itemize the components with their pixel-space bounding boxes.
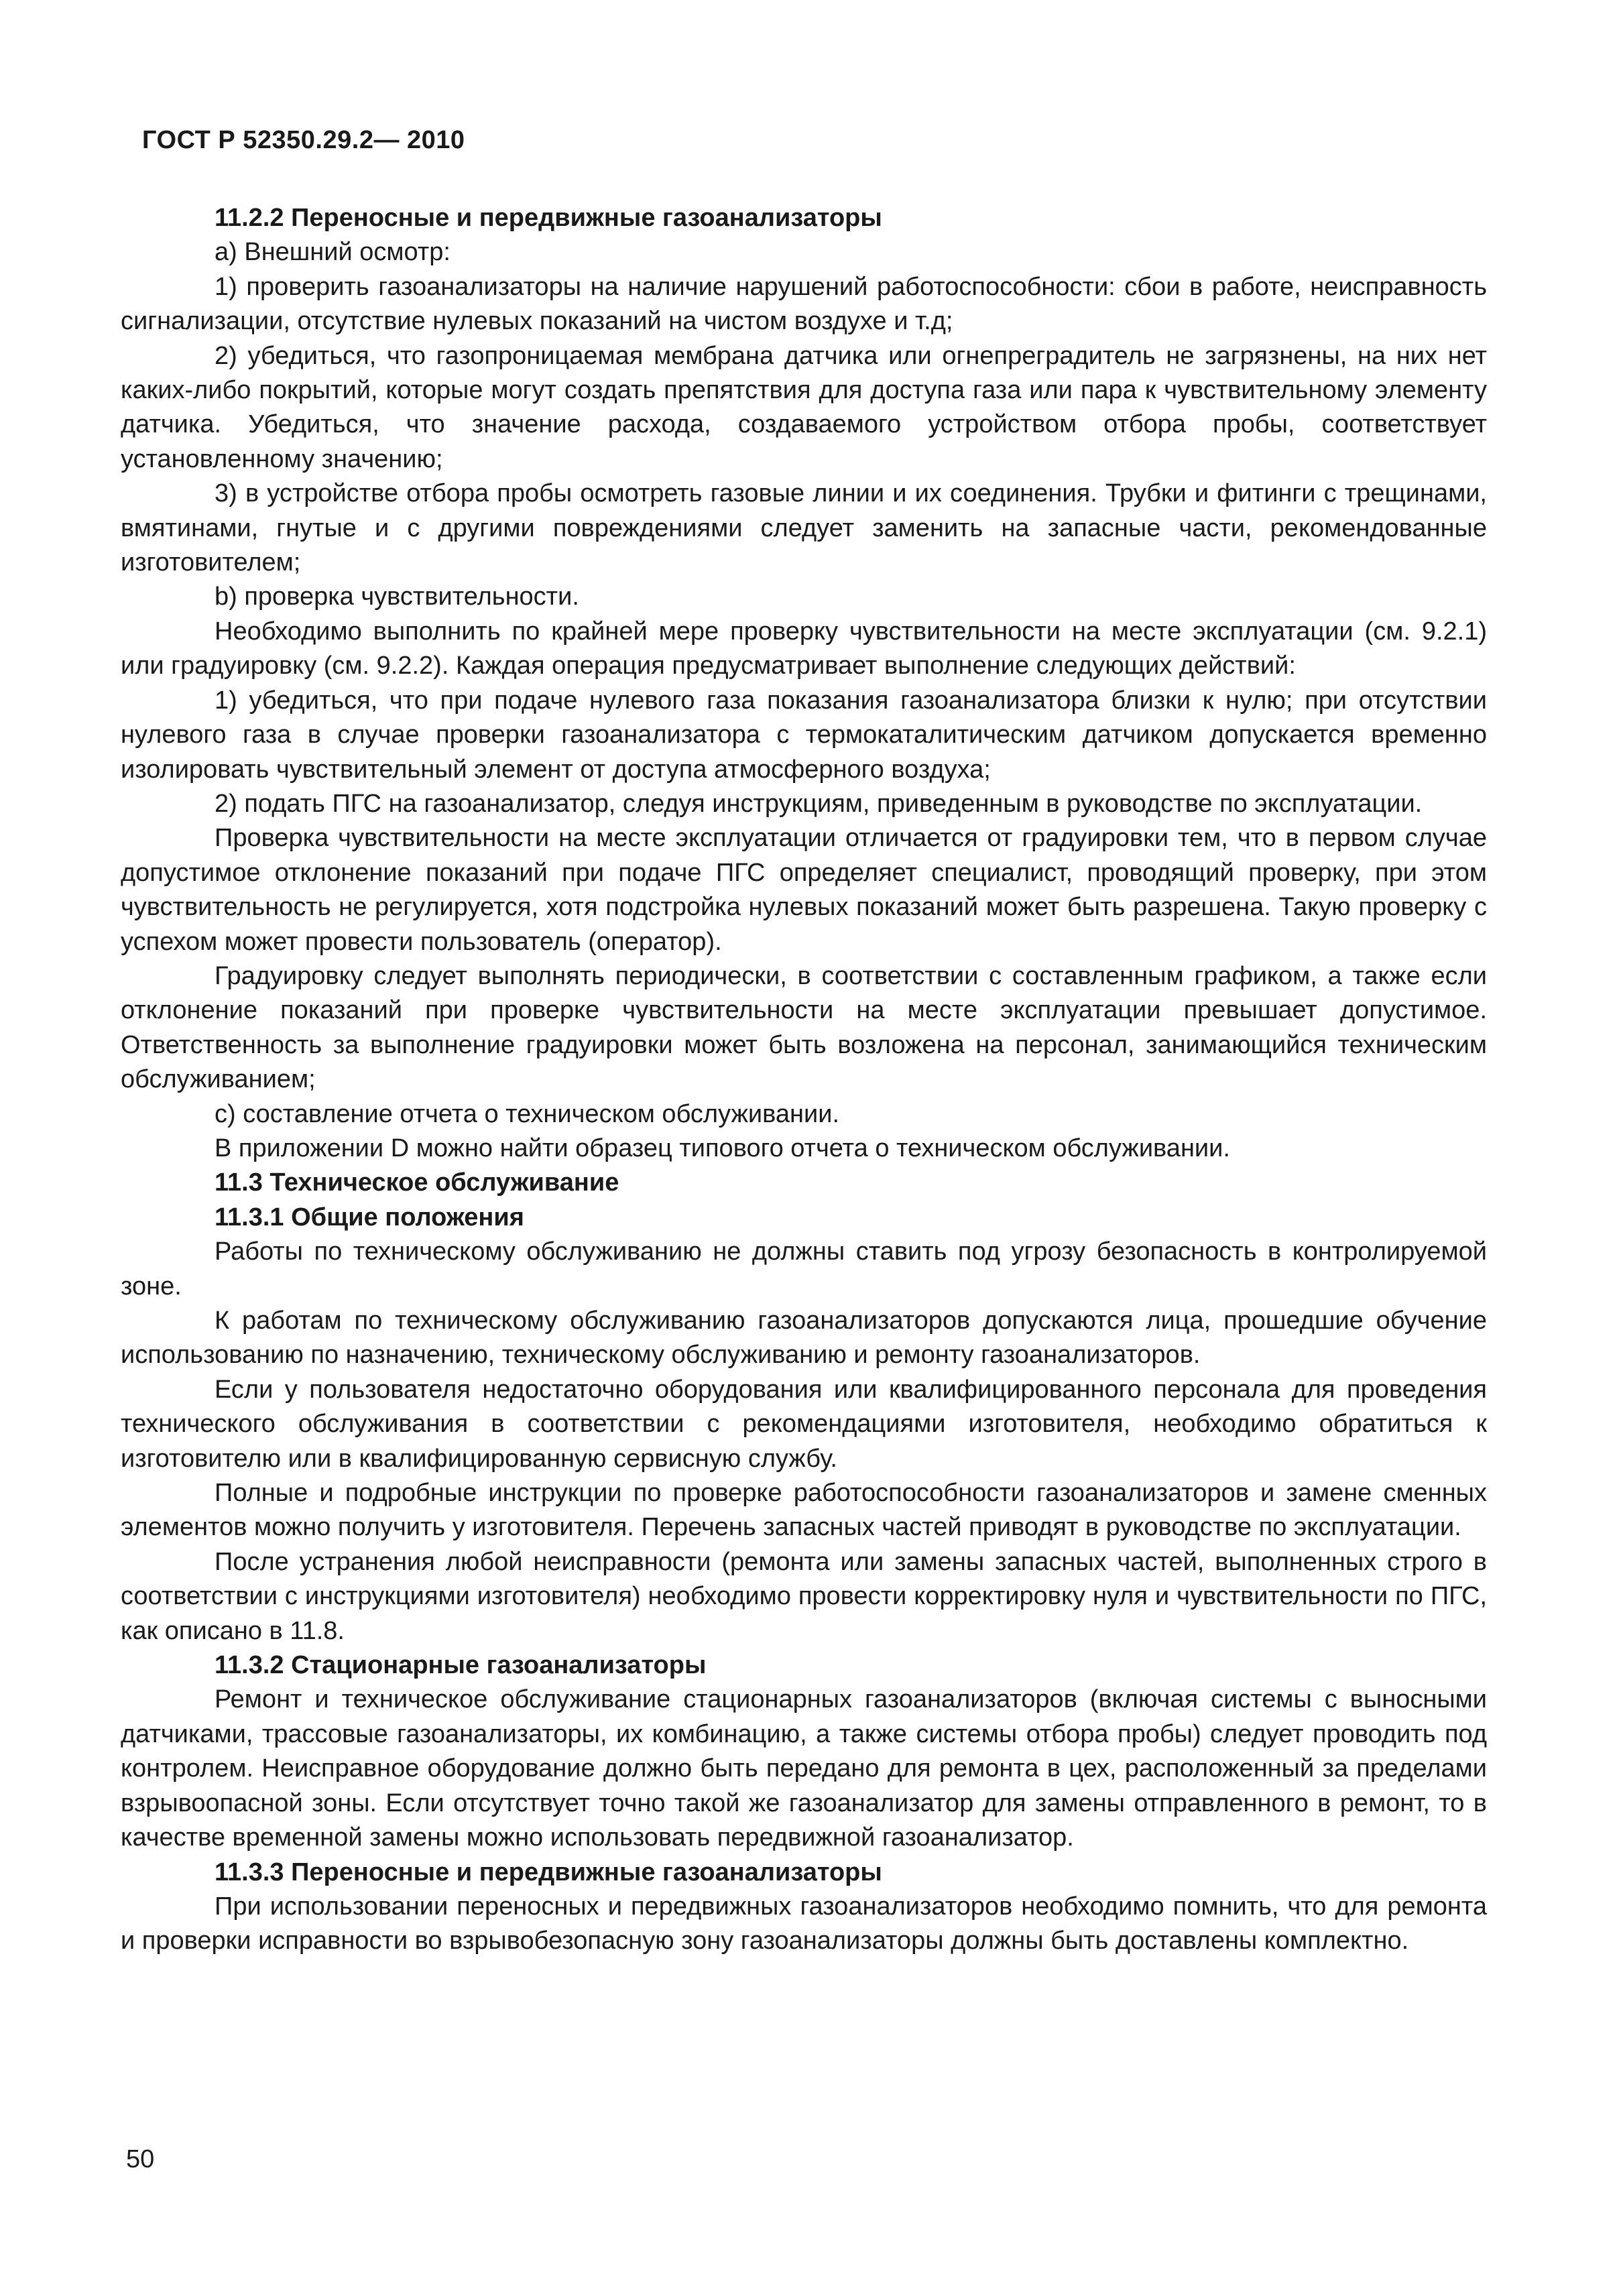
paragraph: c) составление отчета о техническом обслуживании. bbox=[215, 1099, 840, 1128]
paragraph: В приложении D можно найти образец типового отчета о техническом обслуживании. bbox=[215, 1134, 1230, 1162]
section-heading: 11.2.2 Переносные и передвижные газоанализаторы bbox=[215, 204, 882, 232]
paragraph: b) проверка чувствительности. bbox=[215, 583, 579, 611]
paragraph: 3) в устройстве отбора пробы осмотреть газовые линии и их соединения. Трубки и фитинги с трещинами, вмятинами, гнутые и с другими повреждениями следует заменить на запасные части, рекомендованные изготовителем; bbox=[121, 479, 1487, 577]
paragraph: 2) убедиться, что газопроницаемая мембрана датчика или огнепреградитель не загрязнены, на них нет каких-либо покрытий, которые могут создать препятствия для доступа газа или пара к чувствительному элементу датчика. Убедиться, что значение расхода, создаваемого устройством отбора пробы, соответствует установленному значению; bbox=[121, 341, 1487, 473]
paragraph: После устранения любой неисправности (ремонта или замены запасных частей, выполненных строго в соответствии с инструкциями изготовителя) необходимо провести корректировку нуля и чувствительности по ПГС, как описано в 11.8. bbox=[121, 1547, 1487, 1645]
document-header: ГОСТ Р 52350.29.2— 2010 bbox=[142, 126, 465, 154]
paragraph: К работам по техническому обслуживанию газоанализаторов допускаются лица, прошедшие обучение использованию по назначению, техническому обслуживанию и ремонту газоанализаторов. bbox=[121, 1307, 1487, 1370]
paragraph: Градуировку следует выполнять периодически, в соответствии с составленным графиком, а также если отклонение показаний при проверке чувствительности на месте эксплуатации превышает допустимое. Ответственность за выполнение градуировки может быть возложена на персонал, занимающийся техническим обслуживанием; bbox=[121, 961, 1487, 1094]
paragraph: 2) подать ПГС на газоанализатор, следуя инструкциям, приведенным в руководстве по эксплуатации. bbox=[215, 789, 1423, 818]
paragraph: 1) проверить газоанализаторы на наличие нарушений работоспособности: сбои в работе, неисправность сигнализации, отсутствие нулевых показаний на чистом воздухе и т.д; bbox=[121, 272, 1487, 336]
paragraph: Полные и подробные инструкции по проверке работоспособности газоанализаторов и замене сменных элементов можно получить у изготовителя. Перечень запасных частей приводят в руководстве по эксплуатации. bbox=[121, 1479, 1487, 1542]
paragraph: Если у пользователя недостаточно оборудования или квалифицированного персонала для проведения технического обслуживания в соответствии с рекомендациями изготовителя, необходимо обратиться к изготовителю или в квалифицированную сервисную службу. bbox=[121, 1375, 1487, 1473]
section-heading: 11.3 Техническое обслуживание bbox=[215, 1168, 619, 1197]
section-heading: 11.3.2 Стационарные газоанализаторы bbox=[215, 1651, 707, 1680]
section-heading: 11.3.3 Переносные и передвижные газоанализаторы bbox=[215, 1858, 882, 1886]
paragraph: Ремонт и техническое обслуживание стационарных газоанализаторов (включая системы с выносными датчиками, трассовые газоанализаторы, их комбинацию, а также системы отбора пробы) следует проводить под контролем. Неисправное оборудование должно быть передано для ремонта в цех, расположенный за пределами взрывоопасной зоны. Если отсутствует точно такой же газоанализатор для замены отправленного в ремонт, то в качестве временной замены можно использовать передвижной газоанализатор. bbox=[121, 1685, 1487, 1852]
page-number: 50 bbox=[126, 2145, 155, 2173]
paragraph: При использовании переносных и передвижных газоанализаторов необходимо помнить, что для ремонта и проверки исправности во взрывобезопасную зону газоанализаторы должны быть доставлены комплектно. bbox=[121, 1892, 1487, 1955]
paragraph: Проверка чувствительности на месте эксплуатации отличается от градуировки тем, что в первом случае допустимое отклонение показаний при подаче ПГС определяет специалист, проводящий проверку, при этом чувствительность не регулируется, хотя подстройка нулевых показаний может быть разрешена. Такую проверку с успехом может провести пользователь (оператор). bbox=[121, 824, 1487, 956]
paragraph: 1) убедиться, что при подаче нулевого газа показания газоанализатора близки к нулю; при отсутствии нулевого газа в случае проверки газоанализатора с термокаталитическим датчиком допускается временно изолировать чувствительный элемент от доступа атмосферного воздуха; bbox=[121, 686, 1487, 784]
paragraph: Работы по техническому обслуживанию не должны ставить под угрозу безопасность в контролируемой зоне. bbox=[121, 1237, 1487, 1301]
document-body bbox=[121, 201, 1487, 1959]
paragraph: а) Внешний осмотр: bbox=[215, 238, 450, 267]
paragraph: Необходимо выполнить по крайней мере проверку чувствительности на месте эксплуатации (см. 9.2.1) или градуировку (см. 9.2.2). Каждая операция предусматривает выполнение следующих действий: bbox=[121, 617, 1487, 680]
section-heading: 11.3.1 Общие положения bbox=[215, 1203, 524, 1231]
